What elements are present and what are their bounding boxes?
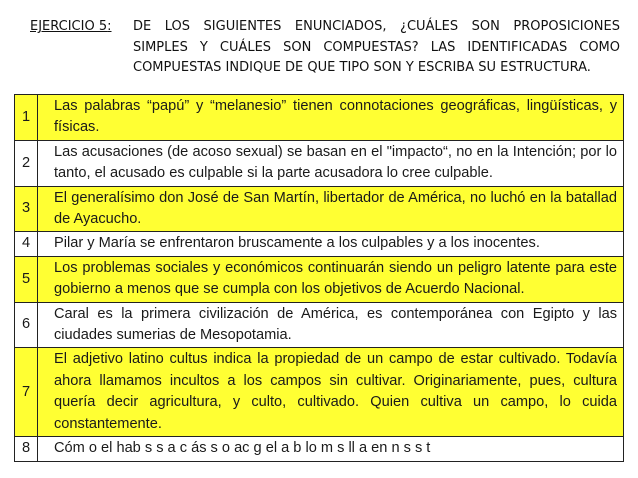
statement-number: 1 — [15, 95, 38, 141]
statement-row — [15, 232, 624, 256]
statement-row — [15, 140, 624, 186]
statement-text: El adjetivo latino cultus indica la propiedad de un campo de estar cultivado. Todavía ahora llamamos incultos a los campos sin cultivar. Originariamente, pues, cultura quería decir agricultura, y culto, cultivado. Quien cultiva un campo, lo cuida constantemente. — [38, 348, 624, 437]
statement-text: Pilar y María se enfrentaron bruscamente a los culpables y a los inocentes. — [38, 232, 624, 256]
statement-text: Los problemas sociales y económicos continuarán siendo un peligro latente para este gobierno a menos que se cumpla con los objetivos de Acuerdo Nacional. — [38, 256, 624, 302]
statement-number: 7 — [15, 348, 38, 437]
statement-text: El generalísimo don José de San Martín, libertador de América, no luchó en la batallad de Ayacucho. — [38, 186, 624, 232]
statements-table — [14, 94, 624, 462]
statement-text: Cóm o el hab s s a c ás s o ac g el a b lo m s ll a en n s s t — [38, 437, 624, 461]
statement-number: 3 — [15, 186, 38, 232]
statement-row — [15, 348, 624, 437]
statement-text: Las acusaciones (de acoso sexual) se basan en el "impacto“, no en la Intención; por lo tanto, el acusado es culpable si la parte acusadora lo cree culpable. — [38, 140, 624, 186]
exercise-label: EJERCICIO 5: — [30, 19, 112, 34]
statement-number: 8 — [15, 437, 38, 461]
statement-row — [15, 95, 624, 141]
statement-text: Las palabras “papú” y “melanesio” tienen connotaciones geográficas, lingüísticas, y físicas. — [38, 95, 624, 141]
statement-number: 4 — [15, 232, 38, 256]
exercise-instructions: DE LOS SIGUIENTES ENUNCIADOS, ¿CUÁLES SON PROPOSICIONES SIMPLES Y CUÁLES SON COMPUESTAS? LAS IDENTIFICADAS COMO COMPUESTAS INDIQUE DE QUE TIPO SON Y ESCRIBA SU ESTRUCTURA. — [133, 19, 620, 75]
statement-number: 6 — [15, 302, 38, 348]
statement-number: 2 — [15, 140, 38, 186]
statement-row — [15, 437, 624, 461]
statement-row — [15, 302, 624, 348]
statement-number: 5 — [15, 256, 38, 302]
statement-row — [15, 186, 624, 232]
statement-row — [15, 256, 624, 302]
statement-text: Caral es la primera civilización de América, es contemporánea con Egipto y las ciudades sumerias de Mesopotamia. — [38, 302, 624, 348]
exercise-header — [30, 17, 620, 79]
